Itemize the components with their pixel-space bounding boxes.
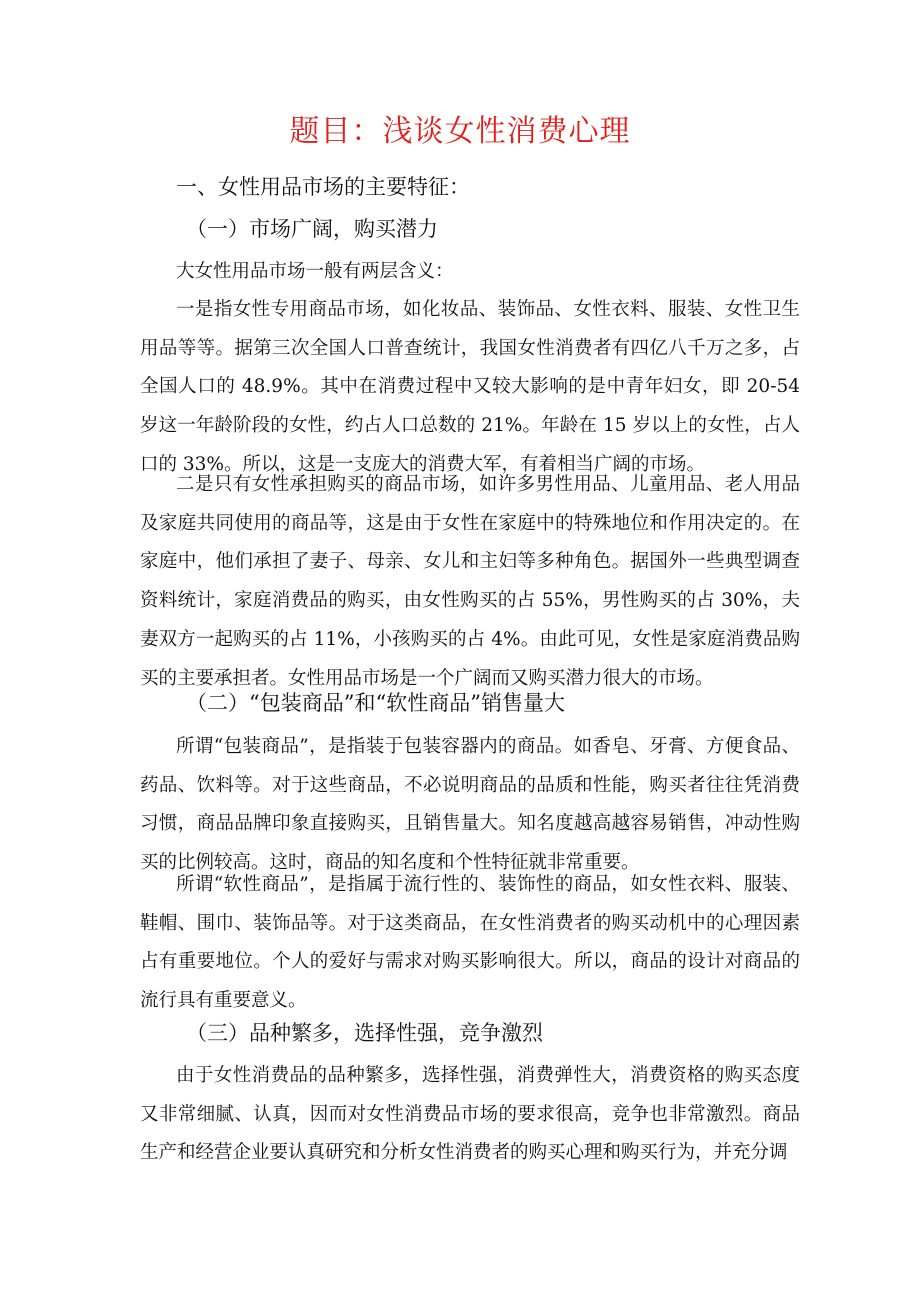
paragraph-4: 所谓“软性商品”，是指属于流行性的、装饰性的商品，如女性衣料、服装、鞋帽、围巾、装饰品等。对于这类商品，在女性消费者的购买动机中的心理因素占有重要地位。个人的爱好与需求对购买影响很大。所以，商品的设计对商品的流行具有重要意义。 (140, 874, 800, 1012)
subsection-heading-1: （一）市场广阔，购买潜力 (186, 217, 438, 241)
paragraph-intro: 大女性用品市场一般有两层含义： (176, 261, 454, 282)
subsection-heading-3: （三）品种繁多，选择性强，竞争激烈 (186, 1021, 543, 1045)
subsection-heading-2: （二）“包装商品”和“软性商品”销售量大 (186, 691, 565, 715)
paragraph-2: 二是只有女性承担购买的商品市场，如许多男性用品、儿童用品、老人用品及家庭共同使用的商品等，这是由于女性在家庭中的特殊地位和作用决定的。在家庭中，他们承担了妻子、母亲、女儿和主妇等多种角色。据国外一些典型调查资料统计，家庭消费品的购买，由女性购买的占 55%，男性购买的占 30%，夫妻双方一起购买的占 11%，小孩购买的占 4%。由此可见，女性是家庭消费品购买的主要承担者。女性用品市场是一个广阔而又购买潜力很大的市场。 (140, 474, 800, 689)
paragraph-3: 所谓“包装商品”，是指装于包装容器内的商品。如香皂、牙膏、方便食品、药品、饮料等。对于这些商品，不必说明商品的品质和性能，购买者往往凭消费习惯，商品品牌印象直接购买，且销售量大。知名度越高越容易销售，冲动性购买的比例较高。这时，商品的知名度和个性特征就非常重要。 (140, 736, 800, 874)
section-heading-1: 一、女性用品市场的主要特征： (176, 175, 470, 199)
document-title: 题目：浅谈女性消费心理 (289, 114, 631, 149)
paragraph-5: 由于女性消费品的品种繁多，选择性强，消费弹性大，消费资格的购买态度又非常细腻、认真，因而对女性消费品市场的要求很高，竞争也非常激烈。商品生产和经营企业要认真研究和分析女性消费者的购买心理和购买行为，并充分调 (140, 1065, 800, 1164)
paragraph-1: 一是指女性专用商品市场，如化妆品、装饰品、女性衣料、服装、女性卫生用品等等。据第三次全国人口普查统计，我国女性消费者有四亿八千万之多，占全国人口的 48.9%。其中在消费过程中又较大影响的是中青年妇女，即 20-54 岁这一年龄阶段的女性，约占人口总数的 21%。年龄在 15 岁以上的女性，占人口的 33%。所以，这是一支庞大的消费大军，有着相当广阔的市场。 (140, 299, 800, 475)
